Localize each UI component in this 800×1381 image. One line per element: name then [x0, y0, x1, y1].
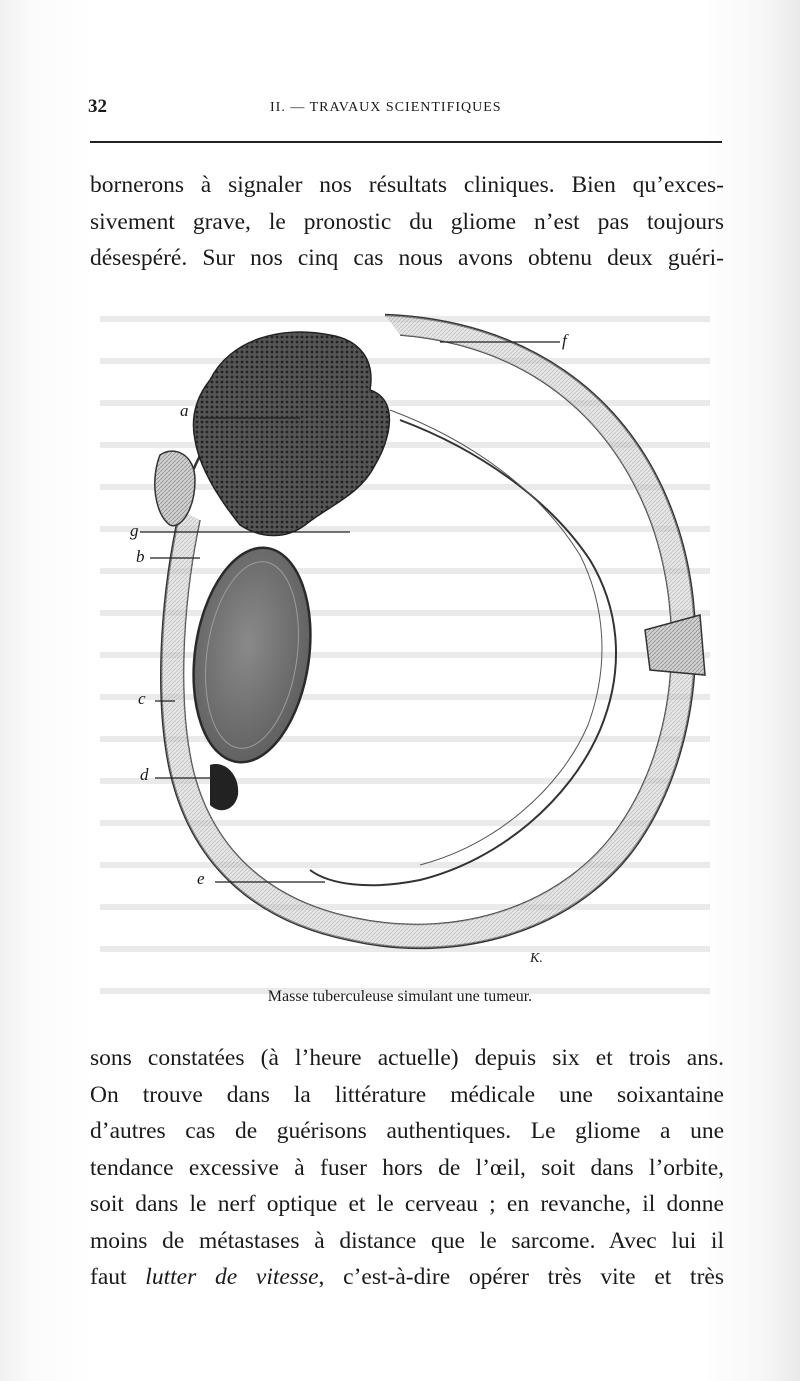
text-line: sivement grave, le pronostic du gliome n’est pas toujours — [90, 208, 724, 235]
figure-caption: Masse tuberculeuse simulant une tumeur. — [267, 988, 533, 1005]
text-line: tendance excessive à fuser hors de l’œil, soit dans l’orbite, — [90, 1154, 724, 1181]
text-line: On trouve dans la littérature médicale une soixantaine — [90, 1081, 724, 1108]
figure-label-a: a — [180, 401, 189, 420]
text-line-last — [90, 1259, 724, 1296]
header-rule — [90, 141, 722, 143]
figure-label-b: b — [136, 547, 145, 566]
text-line: bornerons à signaler nos résultats cliniques. Bien qu’exces- — [90, 172, 724, 198]
paragraph-top — [90, 167, 724, 277]
text-line: soit dans le nerf optique et le cerveau ; en revanche, il donne — [90, 1191, 724, 1217]
figure-label-f: f — [562, 331, 567, 350]
text-fragment: faut — [90, 1264, 146, 1290]
text-fragment: , c’est-à-dire opérer très vite et très — [318, 1264, 724, 1290]
figure-label-d: d — [140, 765, 149, 784]
tumour-mass — [193, 332, 389, 536]
text-line: désespéré. Sur nos cinq cas nous avons obtenu deux guéri- — [90, 245, 724, 271]
eye-illustration — [100, 300, 720, 980]
text-line: moins de métastases à distance que le sarcome. Avec lui il — [90, 1227, 724, 1254]
lens — [181, 540, 324, 770]
figure-label-c: c — [138, 689, 146, 708]
artist-signature: K. — [530, 951, 543, 966]
italic-phrase: lutter de vitesse — [145, 1264, 319, 1290]
eye-cross-section-figure — [100, 300, 720, 980]
optic-nerve — [645, 615, 705, 675]
figure-label-e: e — [197, 869, 205, 888]
text-line: d’autres cas de guérisons authentiques. Le gliome a une — [90, 1118, 724, 1144]
retina-inner — [390, 410, 602, 865]
ciliary-body — [210, 764, 238, 810]
figure-label-g: g — [130, 521, 139, 540]
running-head: II. — TRAVAUX SCIENTIFIQUES — [270, 100, 502, 115]
page-number: 32 — [88, 96, 107, 117]
paragraph-bottom — [90, 1040, 724, 1296]
text-line: sons constatées (à l’heure actuelle) depuis six et trois ans. — [90, 1045, 724, 1071]
